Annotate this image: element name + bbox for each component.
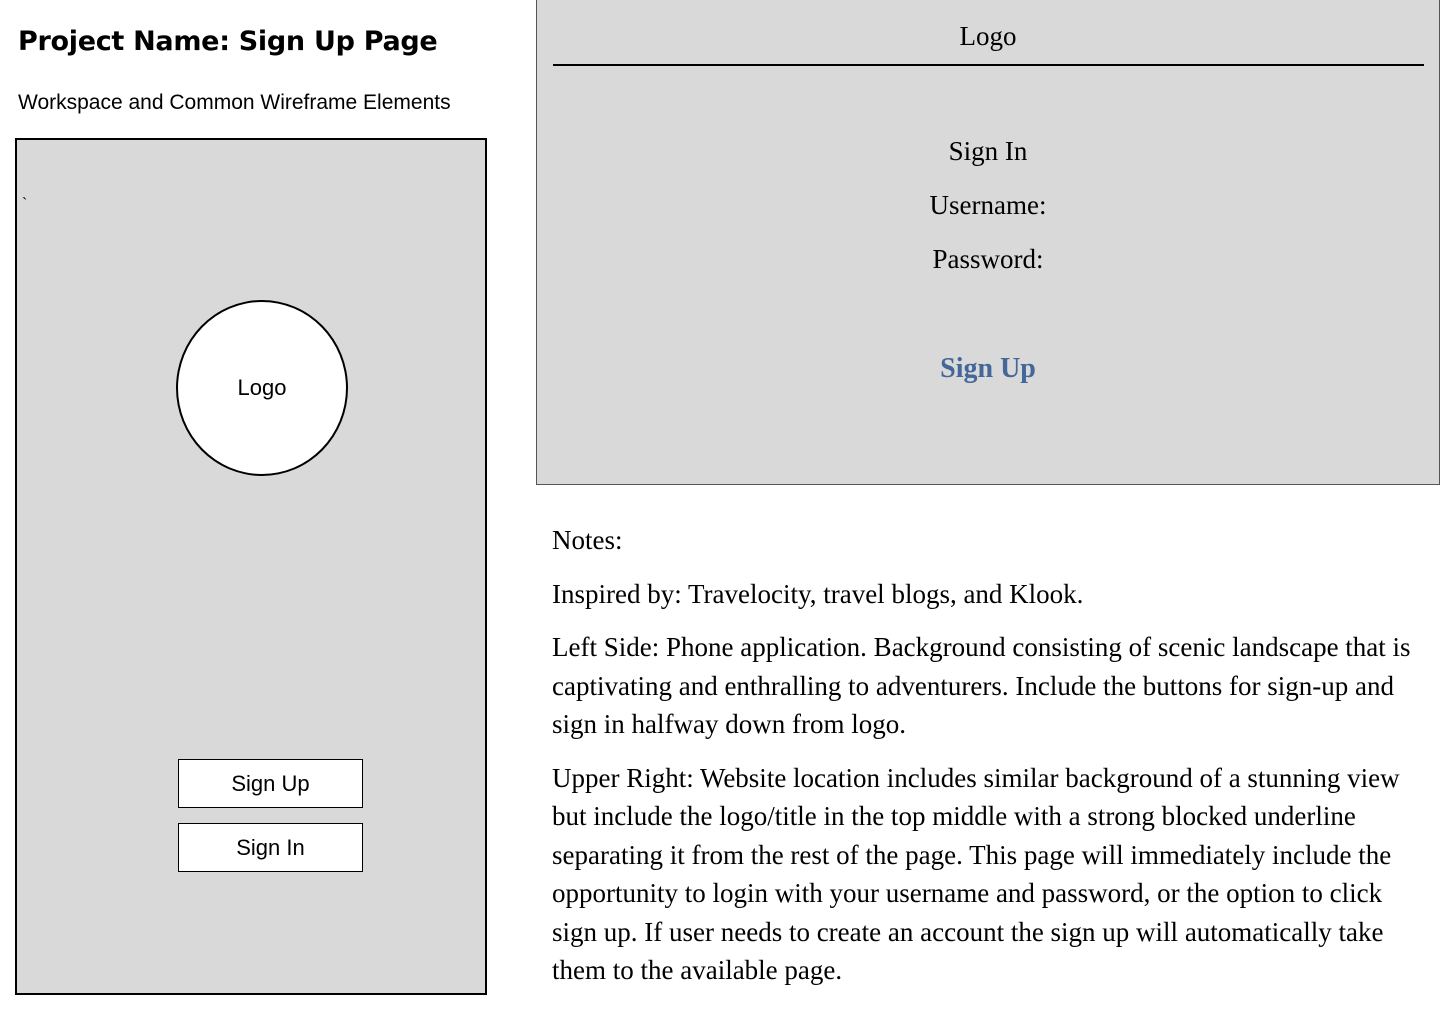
phone-sign-in-button[interactable]: Sign In [178,823,363,872]
web-sign-up-link[interactable]: Sign Up [940,353,1036,384]
phone-sign-up-button[interactable]: Sign Up [178,759,363,808]
stray-mark: ` [22,196,28,213]
phone-wireframe [15,138,487,995]
notes-section [552,521,1432,1005]
phone-logo-placeholder [176,300,348,476]
web-logo-title: Logo [959,21,1017,51]
page-subtitle: Workspace and Common Wireframe Elements [18,91,451,114]
web-username-label: Username: [929,190,1047,220]
website-wireframe [536,0,1440,485]
notes-upper-right: Upper Right: Website location includes similar background of a stunning view but include the logo/title in the top middle with a strong blocked underline separating it from the rest of the page. This page will immediately include the opportunity to login with your username and password, or the option to click sign up. If user needs to create an account the sign up will automatically take them to the available page. [552,762,1400,985]
web-header-underline [553,64,1424,66]
web-password-label: Password: [932,244,1044,274]
notes-heading: Notes: [552,525,623,555]
web-sign-in-heading: Sign In [948,136,1028,166]
notes-left-side: Left Side: Phone application. Background consisting of scenic landscape that is captivating and enthralling to adventurers. Include the buttons for sign-up and sign in halfway down from logo. [552,632,1411,739]
project-title: Project Name: Sign Up Page [18,26,438,57]
phone-logo-label: Logo [237,375,287,400]
notes-inspired-by: Inspired by: Travelocity, travel blogs, and Klook. [552,578,1084,609]
